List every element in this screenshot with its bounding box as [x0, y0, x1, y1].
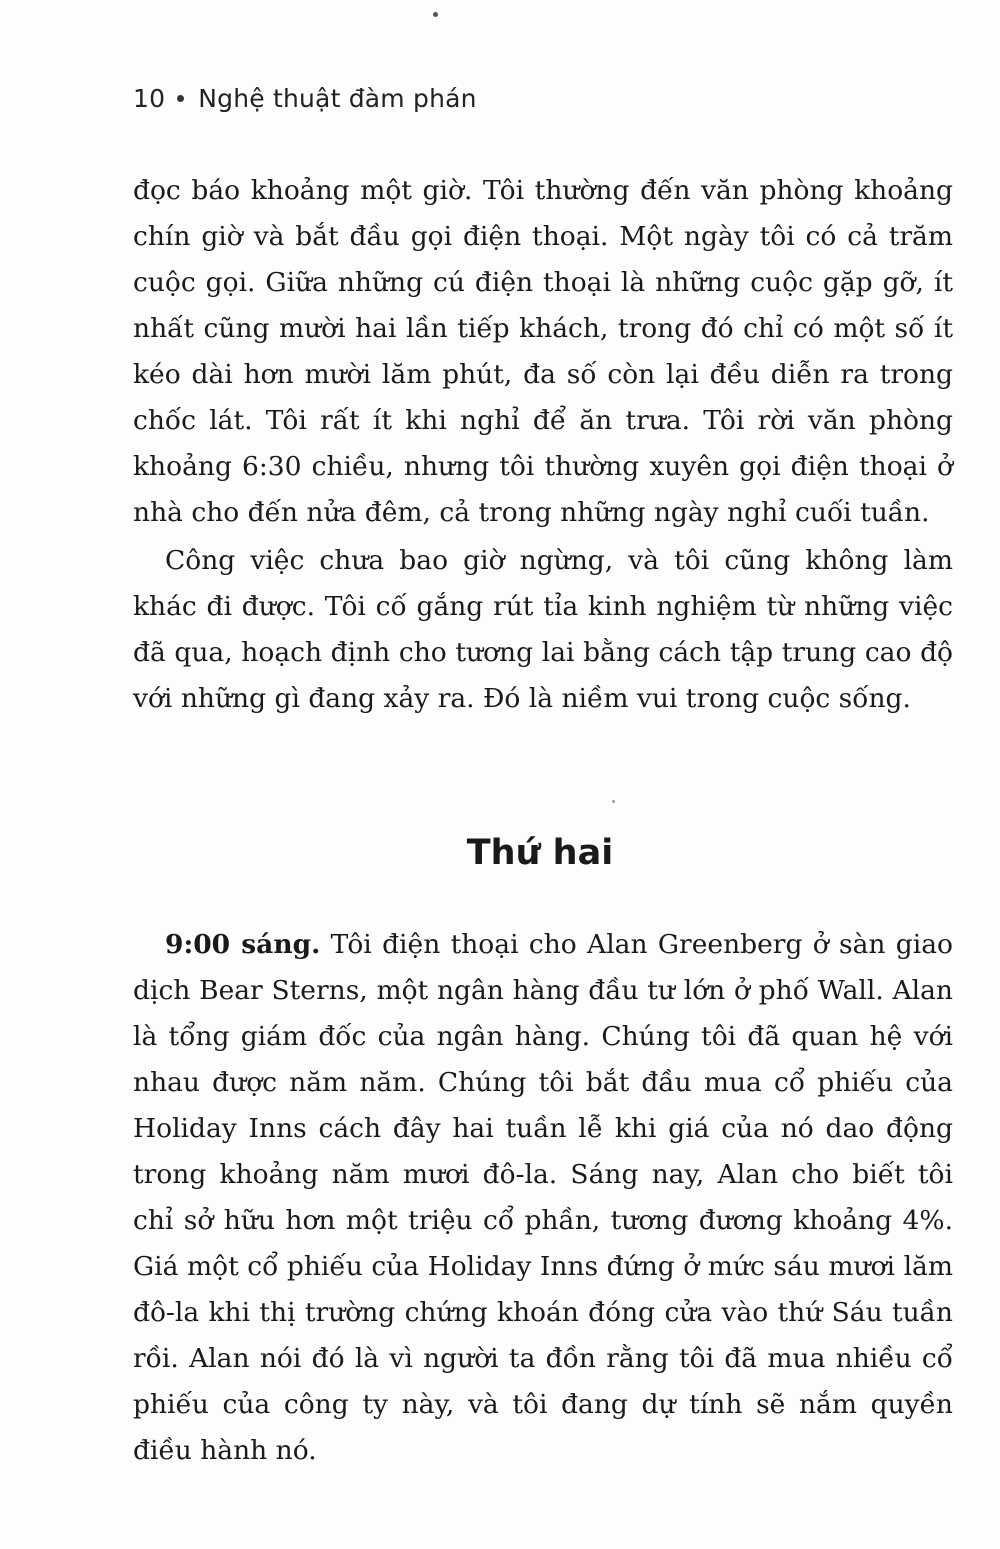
book-title: Nghệ thuật đàm phán — [198, 84, 477, 113]
diary-entry — [133, 922, 953, 1474]
entry-text: Tôi điện thoại cho Alan Greenberg ở sàn giao dịch Bear Sterns, một ngân hàng đầu tư lớn ở phố Wall. Alan là tổng giám đốc của ngân hàng. Chúng tôi đã quan hệ với nhau được năm năm. Chúng tôi bắt đầu mua cổ phiếu của Holiday Inns cách đây hai tuần lễ khi giá của nó dao động trong khoảng năm mươi đô-la. Sáng nay, Alan cho biết tôi chỉ sở hữu hơn một triệu cổ phần, tương đương khoảng 4%. Giá một cổ phiếu của Holiday Inns đứng ở mức sáu mươi lăm đô-la khi thị trường chứng khoán đóng cửa vào thứ Sáu tuần rồi. Alan nói đó là vì người ta đồn rằng tôi đã mua nhiều cổ phiếu của công ty này, và tôi đang dự tính sẽ nắm quyền điều hành nó. — [133, 929, 954, 1466]
paragraph: đọc báo khoảng một giờ. Tôi thường đến văn phòng khoảng chín giờ và bắt đầu gọi điện thoại. Một ngày tôi có cả trăm cuộc gọi. Giữa những cú điện thoại là những cuộc gặp gỡ, ít nhất cũng mười hai lần tiếp khách, trong đó chỉ có một số ít kéo dài hơn mười lăm phút, đa số còn lại đều diễn ra trong chốc lát. Tôi rất ít khi nghỉ để ăn trưa. Tôi rời văn phòng khoảng 6:30 chiều, nhưng tôi thường xuyên gọi điện thoại ở nhà cho đến nửa đêm, cả trong những ngày nghỉ cuối tuần. — [133, 175, 953, 528]
body-text-middle — [133, 538, 953, 722]
section-heading: Thứ hai — [466, 833, 614, 873]
body-text-top — [133, 168, 953, 536]
entry-time: 9:00 sáng. — [165, 929, 321, 960]
page-number: 10 — [133, 84, 166, 113]
paragraph: Công việc chưa bao giờ ngừng, và tôi cũng không làm khác đi được. Tôi cố gắng rút tỉa kinh nghiệm từ những việc đã qua, hoạch định cho tương lai bằng cách tập trung cao độ với những gì đang xảy ra. Đó là niềm vui trong cuộc sống. — [133, 545, 953, 714]
scan-speck — [612, 800, 615, 803]
body-text-section — [133, 922, 953, 1474]
bullet-separator-icon — [177, 95, 184, 102]
scan-speck — [433, 12, 438, 17]
running-header — [133, 84, 477, 113]
